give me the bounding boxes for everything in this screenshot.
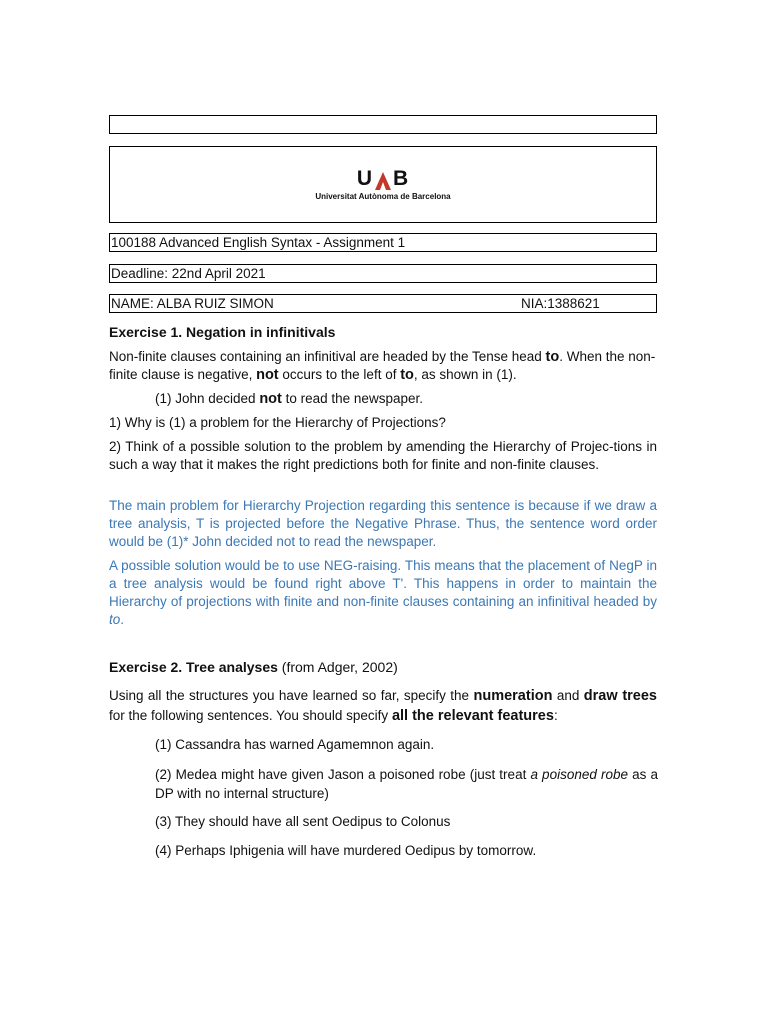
exercise-1-intro: Non-finite clauses containing an infinitival are headed by the Tense head to. When the non-finite clause is negative, not occurs to the left of to, as shown in (1). [109,349,656,383]
question-2: 2) Think of a possible solution to the problem by amending the Hierarchy of Projec-tions in such a way that it makes the right predictions both for finite and non-finite clauses. [109,439,657,472]
course-title: 100188 Advanced English Syntax - Assignment 1 [109,233,657,252]
example-1: (1) John decided not to read the newspaper. [155,391,423,407]
empty-header-box [109,115,657,134]
uab-logo [315,168,450,202]
question-1: 1) Why is (1) a problem for the Hierarchy of Projections? [109,415,446,430]
exercise-2-title: Exercise 2. Tree analyses (from Adger, 2002) [109,659,398,675]
logo-institution: Universitat Autònoma de Barcelona [315,191,451,201]
uab-logo-a-icon [374,172,392,190]
sentence-1: (1) Cassandra has warned Agamemnon again. [155,737,435,752]
answer-1: The main problem for Hierarchy Projection regarding this sentence is because if we draw a tree analysis, T is projected before the Negative Phrase. Thus, the sentence word order would be (1)* John decided not to read the newspaper. [109,498,657,549]
student-info [109,294,657,313]
sentence-4: (4) Perhaps Iphigenia will have murdered Oedipus by tomorrow. [155,843,537,858]
logo-box [109,146,657,223]
exercise-1-title: Exercise 1. Negation in infinitivals [109,324,336,340]
student-name: NAME: ALBA RUIZ SIMON [111,296,274,311]
exercise-2-intro: Using all the structures you have learned so far, specify the numeration and draw trees for the following sentences. You should specify all the relevant features: [109,688,657,724]
sentence-3: (3) They should have all sent Oedipus to Colonus [155,814,451,829]
deadline: Deadline: 22nd April 2021 [109,264,657,283]
answer-2: A possible solution would be to use NEG-raising. This means that the placement of NegP in a tree analysis would be found right above T'. This happens in order to maintain the Hierarchy of projections with finite and non-finite clauses containing an infinitival headed by to. [109,558,657,627]
sentence-2: (2) Medea might have given Jason a poisoned robe (just treat a poisoned robe as a DP with no internal structure) [155,767,658,801]
uab-logo-mark: U B [356,166,410,190]
student-nia: NIA:1388621 [521,296,600,311]
